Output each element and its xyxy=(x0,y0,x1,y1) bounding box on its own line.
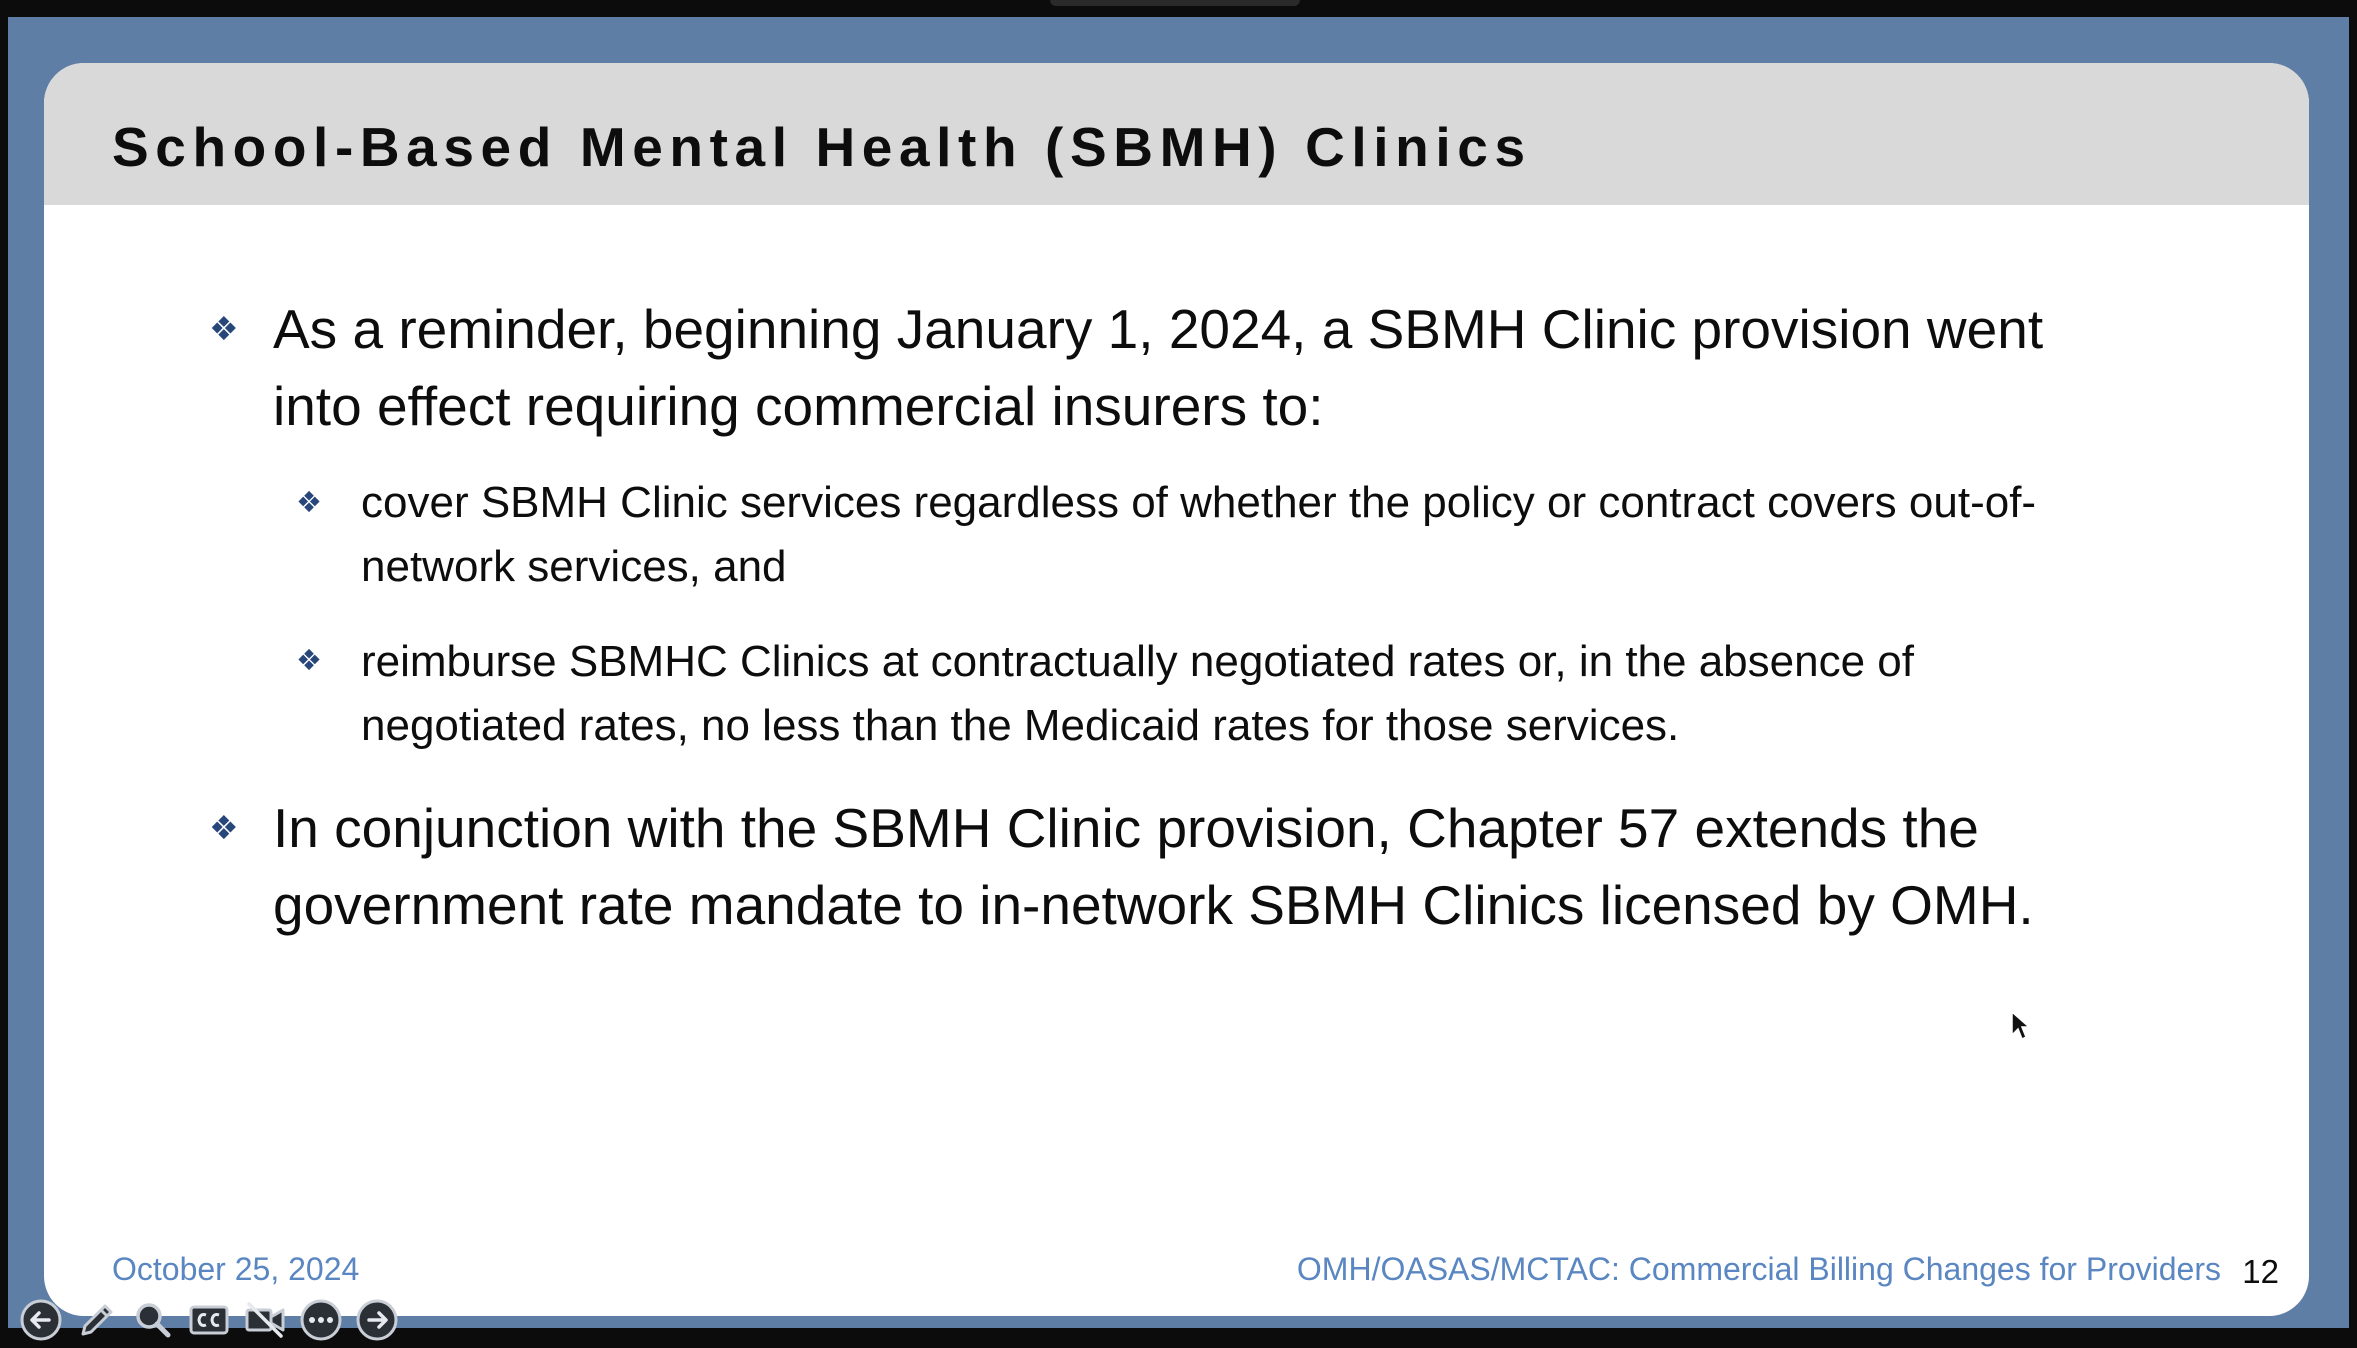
arrow-left-circle-icon[interactable] xyxy=(18,1297,64,1343)
sub-bullet-2-text xyxy=(361,630,1914,758)
bullet-icon: ❖ xyxy=(209,808,239,847)
more-options-icon[interactable] xyxy=(298,1297,344,1343)
sub-bullet-2-line-1: reimburse SBMHC Clinics at contractually negotiated rates or, in the absence of xyxy=(361,637,1914,686)
mouse-cursor-icon xyxy=(2010,1011,2030,1041)
footer-date: October 25, 2024 xyxy=(112,1251,360,1287)
window-top-handle xyxy=(1050,0,1300,6)
bullet-1-line-1: As a reminder, beginning January 1, 2024, a SBMH Clinic provision went xyxy=(273,298,2044,360)
sub-bullet-icon: ❖ xyxy=(296,485,322,519)
bullet-icon: ❖ xyxy=(209,309,239,348)
magnifier-icon[interactable] xyxy=(130,1297,176,1343)
page-number: 12 xyxy=(2242,1253,2279,1290)
bullet-2-text xyxy=(273,790,2034,944)
bullet-1-text xyxy=(273,291,2043,445)
bullet-2-line-1: In conjunction with the SBMH Clinic provision, Chapter 57 extends the xyxy=(273,797,1979,859)
closed-caption-icon[interactable] xyxy=(186,1297,232,1343)
video-camera-off-icon[interactable] xyxy=(242,1297,288,1343)
footer-title: OMH/OASAS/MCTAC: Commercial Billing Changes for Providers xyxy=(1296,1251,2221,1287)
sub-bullet-2-line-2: negotiated rates, no less than the Medicaid rates for those services. xyxy=(361,701,1680,750)
sub-bullet-1-text xyxy=(361,471,2036,599)
slide-title-bar xyxy=(44,63,2309,205)
arrow-right-circle-icon[interactable] xyxy=(354,1297,400,1343)
sub-bullet-1-line-2: network services, and xyxy=(361,542,787,591)
slide-title: School-Based Mental Health (SBMH) Clinics xyxy=(112,116,1532,178)
sub-bullet-1-line-1: cover SBMH Clinic services regardless of whether the policy or contract covers out-of- xyxy=(361,478,2037,527)
slide-stage xyxy=(8,17,2349,1328)
pen-icon[interactable] xyxy=(74,1297,120,1343)
presentation-controls xyxy=(18,1297,400,1343)
sub-bullet-icon: ❖ xyxy=(296,643,322,677)
slide xyxy=(44,63,2309,1316)
bullet-2-line-2: government rate mandate to in-network SBMH Clinics licensed by OMH. xyxy=(273,874,2034,936)
bullet-1-line-2: into effect requiring commercial insurers to: xyxy=(273,375,1324,437)
